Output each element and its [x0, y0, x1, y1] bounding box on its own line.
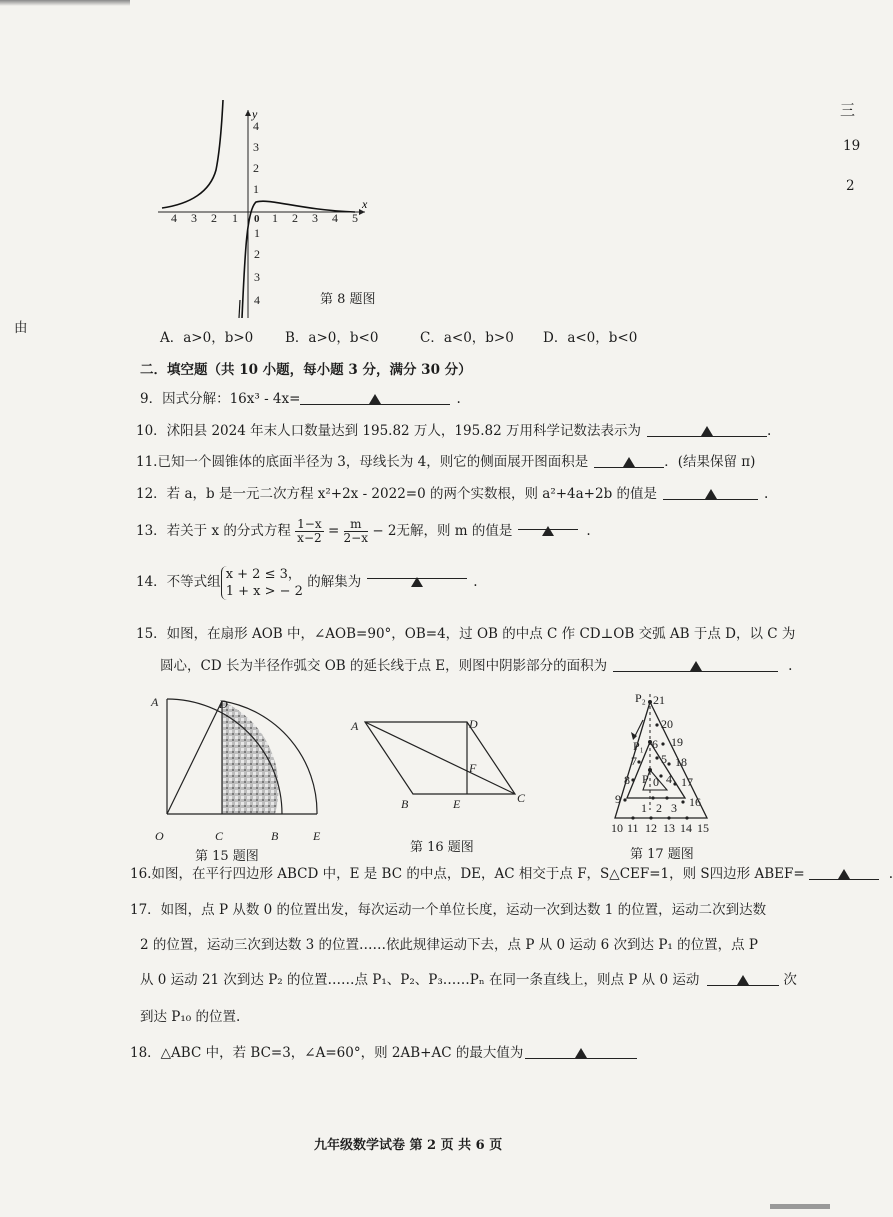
q13-f2-denominator: 2−x	[343, 531, 369, 545]
fig16-label: B	[401, 797, 409, 811]
scan-mark-bottom-right	[770, 1204, 830, 1209]
fig17-label: 9	[615, 792, 621, 806]
fig8-xtick: 4	[171, 211, 177, 225]
fig15-label: E	[313, 829, 321, 843]
answer-mark-icon	[369, 394, 381, 404]
fig8-xtick: 5	[352, 211, 358, 225]
q8-option-b: B．a>0，b<0	[285, 330, 379, 346]
q14-pre: 14．不等式组	[136, 574, 221, 590]
fig17-diagram	[605, 690, 735, 840]
fig17-label: 19	[671, 735, 683, 749]
fig8-caption: 第 8 题图	[320, 292, 376, 307]
q13-f2-numerator: m	[344, 518, 368, 532]
fig8-ytick: 2	[254, 247, 260, 261]
q13-f1-numerator: 1−x	[297, 517, 322, 531]
margin-right-char-3: 2	[846, 178, 855, 194]
q17-line-1: 17．如图，点 P 从数 0 的位置出发，每次运动一个单位长度，运动一次到达数 1 的位置，运动二次到达数	[130, 902, 767, 918]
fig15-caption: 第 15 题图	[195, 849, 259, 864]
fig17-label: 8	[624, 773, 630, 787]
fig8-xtick: 0	[254, 213, 260, 225]
question-16	[130, 864, 893, 884]
q17-answer-blank[interactable]	[707, 970, 779, 986]
fig17-caption: 第 17 题图	[630, 847, 694, 862]
q15-line-2: 圆心，CD 长为半径作弧交 OB 的延长线于点 E，则图中阴影部分的面积为	[160, 658, 608, 674]
fig8-ytick: 4	[253, 119, 259, 133]
q16-text: 16.如图，在平行四边形 ABCD 中，E 是 BC 的中点，DE，AC 相交于点 F，S△CEF=1，则 S四边形 ABEF=	[130, 866, 805, 882]
fig8-ytick: 3	[253, 140, 259, 154]
fig17-label: 13	[663, 821, 675, 835]
q13-fraction-2	[344, 518, 368, 545]
q17-line-4: 到达 P₁₀ 的位置.	[140, 1009, 241, 1025]
question-11	[136, 452, 755, 472]
fig16-label: E	[453, 797, 461, 811]
fig8-curve-left	[162, 100, 223, 208]
fig17-label: 20	[661, 717, 673, 731]
q9-answer-blank[interactable]	[300, 389, 450, 405]
fig8-graph	[150, 100, 370, 320]
q17-line-2: 2 的位置，运动三次到达数 3 的位置……依此规律运动下去，点 P 从 0 运动 6 次到达 P₁ 的位置，点 P	[140, 937, 759, 953]
fig17-label: 10	[611, 821, 623, 835]
answer-mark-icon	[705, 489, 717, 499]
q9-text: 9．因式分解：16x³ - 4x=	[140, 391, 301, 407]
fig17-label: 2	[656, 801, 662, 815]
q11-end: ．(结果保留 π)	[664, 454, 756, 470]
q8-option-c: C．a<0，b>0	[420, 330, 514, 346]
q18-text: 18．△ABC 中，若 BC=3，∠A=60°，则 2AB+AC 的最大值为	[130, 1045, 524, 1061]
fig17-label: 18	[675, 755, 687, 769]
fig8-xtick: 3	[312, 211, 318, 225]
q12-answer-blank[interactable]	[663, 484, 758, 500]
q17-line-3-end: 次	[783, 972, 797, 988]
q16-answer-blank[interactable]	[809, 864, 879, 880]
fig16-label: C	[517, 791, 526, 805]
answer-mark-icon	[690, 661, 702, 671]
fig17-label: 16	[689, 795, 701, 809]
q14-post: 的解集为	[307, 574, 362, 590]
fig17-label: 6	[652, 737, 658, 751]
fig17-label: 12	[645, 821, 657, 835]
q14-inequality-system	[221, 566, 303, 600]
fig8-xtick: 4	[332, 211, 338, 225]
question-12	[136, 484, 768, 504]
fig16-label: F	[469, 761, 477, 775]
q10-answer-blank[interactable]	[647, 421, 767, 437]
fig17-label: 7	[631, 754, 637, 768]
q15-answer-blank[interactable]	[613, 656, 778, 672]
q17-line-3: 从 0 运动 21 次到达 P₂ 的位置……点 P₁、P₂、P₃……Pₙ 在同一条直线上，则点 P 从 0 运动	[140, 972, 700, 988]
page-footer: 九年级数学试卷 第 2 页 共 6 页	[314, 1138, 503, 1153]
fig8-ytick: 3	[254, 270, 260, 284]
q10-end: .	[766, 423, 772, 439]
q13-equals: =	[327, 523, 340, 539]
fig8-x-label: x	[362, 197, 368, 211]
q11-text: 11.已知一个圆锥体的底面半径为 3，母线长为 4，则它的侧面展开图面积是	[136, 454, 589, 470]
fig17-label: 11	[627, 821, 639, 835]
q14-line-2: 1 + x > − 2	[225, 583, 303, 599]
margin-left-char: 由	[14, 320, 28, 336]
q14-answer-blank[interactable]	[367, 563, 467, 579]
fig17-label: 0	[653, 775, 659, 789]
fig17-label: 17	[681, 775, 693, 789]
answer-mark-icon	[701, 426, 713, 436]
fig15-label: A	[151, 695, 159, 709]
fig15-label: C	[215, 829, 224, 843]
fig17-label: 1	[641, 801, 647, 815]
fig17-label: P₁	[633, 739, 644, 753]
q8-option-a: A．a>0，b>0	[160, 330, 254, 346]
q16-end: .	[888, 866, 893, 882]
q13-fraction-1	[295, 518, 323, 545]
q13-pre: 13．若关于 x 的分式方程	[136, 523, 291, 539]
q12-text: 12．若 a，b 是一元二次方程 x²+2x - 2022=0 的两个实数根，则 a²+4a+2b 的值是	[136, 486, 658, 502]
question-13	[136, 514, 591, 548]
question-9	[140, 389, 461, 409]
fig8-xtick: 3	[191, 211, 197, 225]
fig17-label: 4	[666, 772, 672, 786]
fig17-label: P	[642, 772, 649, 786]
fig17-label: 15	[697, 821, 709, 835]
answer-mark-icon	[542, 526, 554, 536]
fig15-label: O	[155, 829, 164, 843]
fig16-diagram	[345, 710, 535, 820]
q15-end: .	[788, 658, 793, 674]
question-14	[136, 563, 478, 601]
fig15-label: B	[271, 829, 279, 843]
fig8-xtick: 2	[292, 211, 298, 225]
q10-text: 10．沭阳县 2024 年末人口数量达到 195.82 万人，195.82 万用科学记数法表示为	[136, 423, 641, 439]
answer-mark-icon	[623, 457, 635, 467]
fig17-label: 5	[661, 752, 667, 766]
fig15-label: D	[219, 697, 228, 711]
fig8-xtick: 2	[211, 211, 217, 225]
fig17-label: 21	[653, 693, 665, 707]
answer-mark-icon	[575, 1048, 587, 1058]
fig17-label: 3	[671, 801, 677, 815]
fig17-label: 14	[680, 821, 692, 835]
fig15-diagram	[145, 688, 345, 848]
fig8-ytick: 1	[253, 182, 259, 196]
q13-end: .	[586, 523, 591, 539]
answer-mark-icon	[737, 975, 749, 985]
q13-f1-denominator: x−2	[297, 531, 322, 545]
question-18	[130, 1043, 637, 1063]
fig16-label: A	[351, 719, 359, 733]
question-17-line-3	[140, 970, 797, 990]
q8-option-d: D．a<0，b<0	[543, 330, 638, 346]
margin-right-char-2: 19	[843, 138, 861, 154]
q15-line-1: 15．如图，在扇形 AOB 中，∠AOB=90°，OB=4，过 OB 的中点 C 作 CD⊥OB 交弧 AB 于点 D，以 C 为	[136, 626, 796, 642]
fig8-xtick: 1	[232, 211, 238, 225]
fig8-ytick: 1	[254, 226, 260, 240]
fig8-ytick: 2	[253, 161, 259, 175]
q11-answer-blank[interactable]	[594, 452, 664, 468]
fig16-label: D	[469, 717, 478, 731]
question-10	[136, 421, 771, 441]
fig8-xtick: 1	[272, 211, 278, 225]
q9-end: .	[456, 391, 461, 407]
q18-answer-blank[interactable]	[525, 1043, 637, 1059]
answer-mark-icon	[411, 577, 423, 587]
margin-right-char-1: 三	[840, 101, 856, 119]
fig16-caption: 第 16 题图	[410, 840, 474, 855]
fig17-label: P₂	[635, 691, 646, 705]
q14-line-1: x + 2 ≤ 3，	[225, 566, 301, 582]
question-15-line-2	[160, 656, 792, 676]
fig8-y-label: y	[252, 107, 258, 121]
scan-mark-top	[0, 0, 130, 6]
q13-answer-blank[interactable]	[518, 514, 578, 530]
fig8-ytick: 4	[254, 293, 260, 307]
q14-end: .	[473, 574, 478, 590]
answer-mark-icon	[838, 869, 850, 879]
q13-post: − 2无解，则 m 的值是	[372, 523, 513, 539]
section2-title: 二．填空题（共 10 小题，每小题 3 分，满分 30 分）	[140, 362, 472, 378]
q12-end: .	[764, 486, 769, 502]
